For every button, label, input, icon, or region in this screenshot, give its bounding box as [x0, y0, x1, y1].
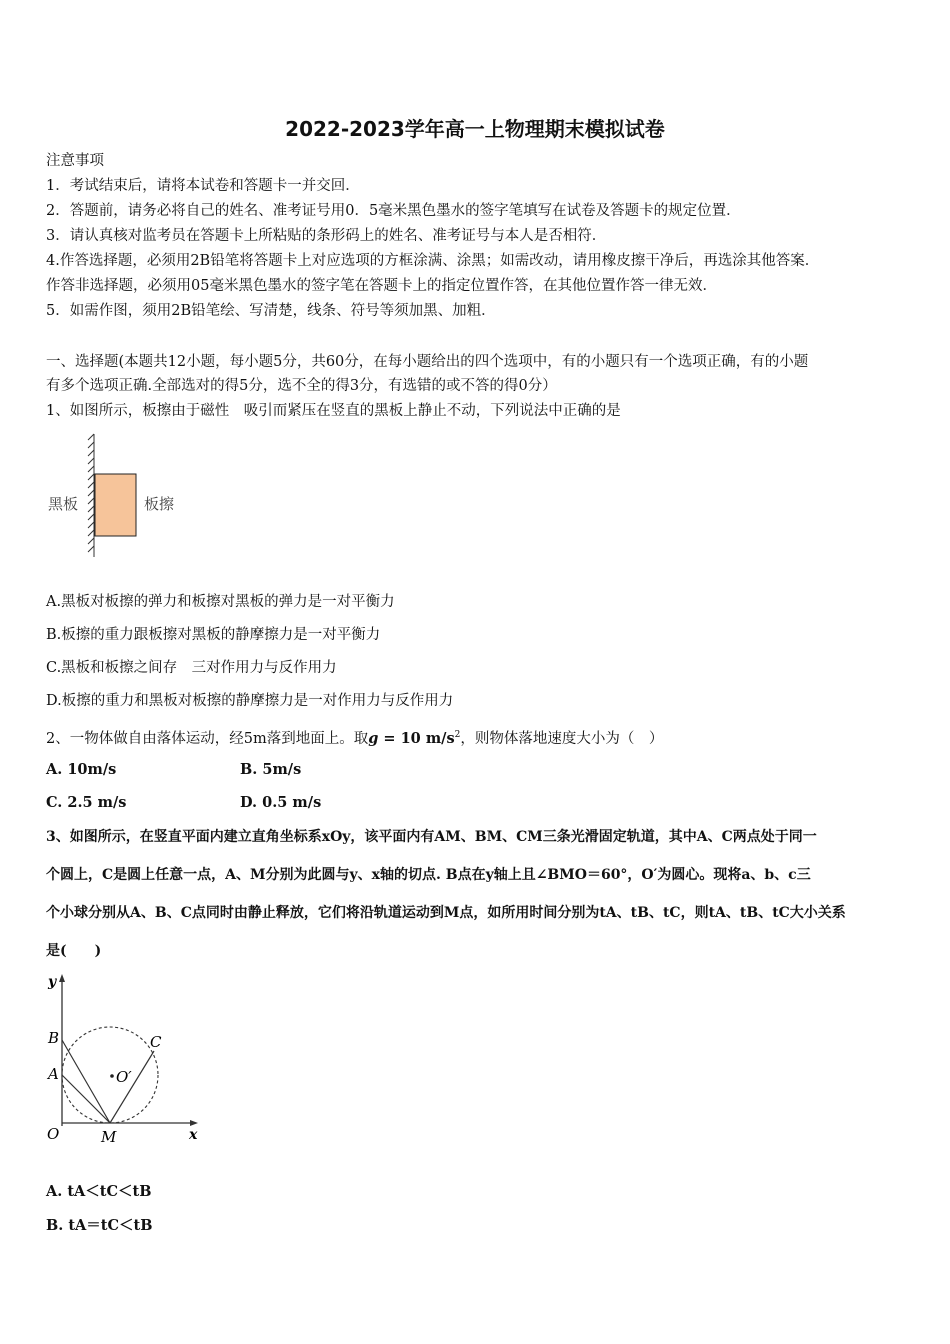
label-y: y — [48, 974, 57, 990]
notice-heading: 注意事项 — [46, 153, 104, 169]
q1-figure — [46, 432, 196, 562]
notice-item-1: 1．考试结束后，请将本试卷和答题卡一并交回． — [46, 178, 360, 194]
label-o: O — [47, 1125, 60, 1143]
dashed-circle — [62, 1027, 158, 1123]
q2-stem-g: g — [368, 729, 379, 747]
q2-option-b: B. 5m/s — [240, 761, 302, 778]
eraser-block — [95, 474, 136, 536]
notice-item-4: 4.作答选择题，必须用2B铅笔将答题卡上对应选项的方框涂满、涂黑；如需改动，请用橡皮擦干净后，再选涂其他答案． — [46, 253, 820, 269]
track-cm — [110, 1051, 154, 1123]
q1-stem: 1、如图所示，板擦由于磁性 吸引而紧压在竖直的黑板上静止不动，下列说法中正确的是 — [46, 403, 621, 419]
q2-stem-c: ，则物体落地速度大小为（ ） — [460, 730, 664, 747]
eraser-label: 板擦 — [144, 495, 175, 513]
label-x: x — [189, 1127, 198, 1143]
notice-item-2: 2．答题前，请务必将自己的姓名、准考证号用0．5毫米黑色墨水的签字笔填写在试卷及答题卡的规定位置． — [46, 203, 741, 219]
notice-item-5: 5．如需作图，须用2B铅笔绘、写清楚，线条、符号等须加黑、加粗． — [46, 303, 496, 319]
q3-figure — [44, 968, 214, 1148]
q3-stem-line-4: 是( ) — [46, 943, 102, 959]
q2-option-c: C. 2.5 m/s — [46, 794, 127, 811]
notice-item-3: 3．请认真核对监考员在答题卡上所粘贴的条形码上的姓名、准考证号与本人是否相符． — [46, 228, 607, 244]
section-intro-line-2: 有多个选项正确.全部选对的得5分，选不全的得3分，有选错的或不答的得0分） — [46, 378, 557, 394]
q1-option-d: D.板擦的重力和黑板对板擦的静摩擦力是一对作用力与反作用力 — [46, 693, 454, 709]
y-axis-arrow — [59, 974, 65, 982]
q2-option-d: D. 0.5 m/s — [240, 794, 322, 811]
q2-stem-b: = 10 m/s — [378, 729, 455, 747]
section-intro-line-1: 一、选择题(本题共12小题，每小题5分，共60分，在每小题给出的四个选项中，有的小题只有一个选项正确，有的小题 — [46, 354, 809, 370]
label-a: A — [48, 1065, 59, 1083]
q2-stem — [46, 724, 911, 750]
x-axis-arrow — [190, 1120, 198, 1126]
q2-stem-a: 2、一物体做自由落体运动，经5m落到地面上。取 — [46, 730, 369, 747]
label-b: B — [48, 1029, 60, 1047]
q1-option-a: A.黑板对板擦的弹力和板擦对黑板的弹力是一对平衡力 — [46, 594, 395, 610]
page-title: 2022-2023学年高一上物理期末模拟试卷 — [285, 117, 665, 141]
q3-stem-line-1: 3、如图所示，在竖直平面内建立直角坐标系xOy，该平面内有AM、BM、CM三条光滑固定轨道，其中A、C两点处于同一 — [46, 829, 817, 845]
q2-stem-sup: 2 — [454, 730, 461, 740]
q3-stem-line-3: 个小球分别从A、B、C点同时由静止释放，它们将沿轨道运动到M点，如所用时间分别为tA、tB、tC，则tA、tB、tC大小关系 — [46, 905, 846, 921]
label-m: M — [101, 1128, 117, 1146]
q1-option-b: B.板擦的重力跟板擦对黑板的静摩擦力是一对平衡力 — [46, 627, 381, 643]
label-oprime: O′ — [116, 1068, 132, 1086]
notice-item-4b: 作答非选择题，必须用05毫米黑色墨水的签字笔在答题卡上的指定位置作答，在其他位置作答一律无效． — [46, 278, 717, 294]
q3-option-b: B. tA＝tC＜tB — [46, 1217, 153, 1234]
label-c: C — [150, 1033, 162, 1051]
q2-option-a: A. 10m/s — [46, 761, 117, 778]
q3-stem-line-2: 个圆上，C是圆上任意一点，A、M分别为此圆与y、x轴的切点. B点在y轴上且∠BMO＝60°，O′为圆心。现将a、b、c三 — [46, 867, 811, 883]
q1-option-c: C.黑板和板擦之间存 三对作用力与反作用力 — [46, 660, 337, 676]
blackboard-label: 黑板 — [48, 495, 79, 513]
center-dot — [110, 1074, 114, 1078]
q3-option-a: A. tA＜tC＜tB — [46, 1183, 152, 1200]
blackboard-hatching — [88, 434, 94, 557]
